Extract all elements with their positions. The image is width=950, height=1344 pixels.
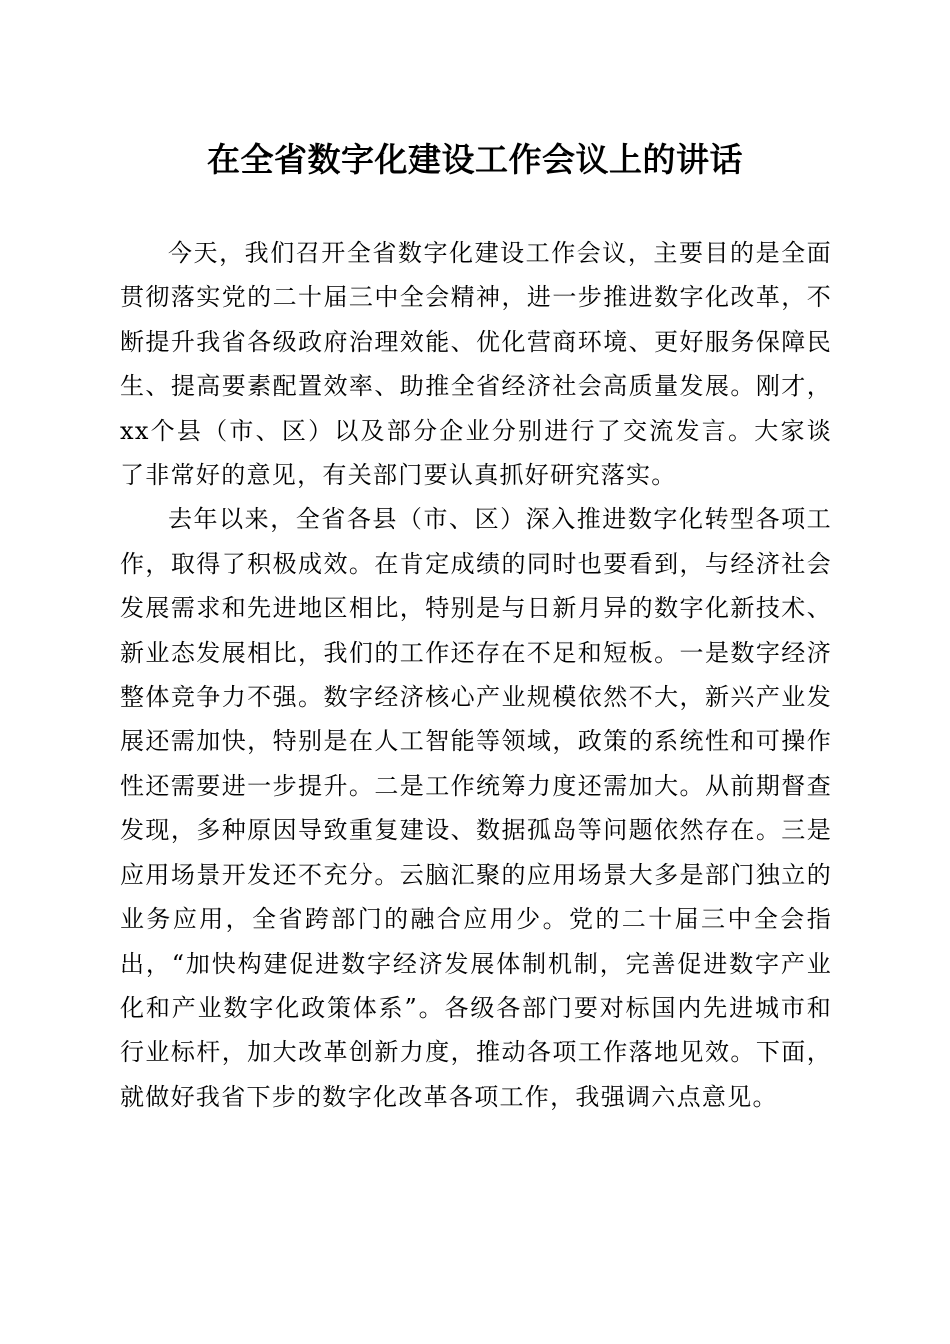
document-body [120,231,832,1119]
paragraph-progress-and-shortcomings: 去年以来，全省各县（市、区）深入推进数字化转型各项工作，取得了积极成效。在肯定成绩的同时也要看到，与经济社会发展需求和先进地区相比，特别是与日新月异的数字化新技术、新业态发展相比，我们的工作还存在不足和短板。一是数字经济整体竞争力不强。数字经济核心产业规模依然不大，新兴产业发展还需加快，特别是在人工智能等领域，政策的系统性和可操作性还需要进一步提升。二是工作统筹力度还需加大。从前期督查发现，多种原因导致重复建设、数据孤岛等问题依然存在。三是应用场景开发还不充分。云脑汇聚的应用场景大多是部门独立的业务应用，全省跨部门的融合应用少。党的二十届三中全会指出，“加快构建促进数字经济发展体制机制，完善促进数字产业化和产业数字化政策体系”。各级各部门要对标国内先进城市和行业标杆，加大改革创新力度，推动各项工作落地见效。下面，就做好我省下步的数字化改革各项工作，我强调六点意见。 [120,505,832,1111]
paragraph-opening: 今天，我们召开全省数字化建设工作会议，主要目的是全面贯彻落实党的二十届三中全会精神，进一步推进数字化改革，不断提升我省各级政府治理效能、优化营商环境、更好服务保障民生、提高要素配置效率、助推全省经济社会高质量发展。刚才，xx个县（市、区）以及部分企业分别进行了交流发言。大家谈了非常好的意见，有关部门要认真抓好研究落实。 [120,239,832,490]
document-title: 在全省数字化建设工作会议上的讲话 [207,140,743,179]
